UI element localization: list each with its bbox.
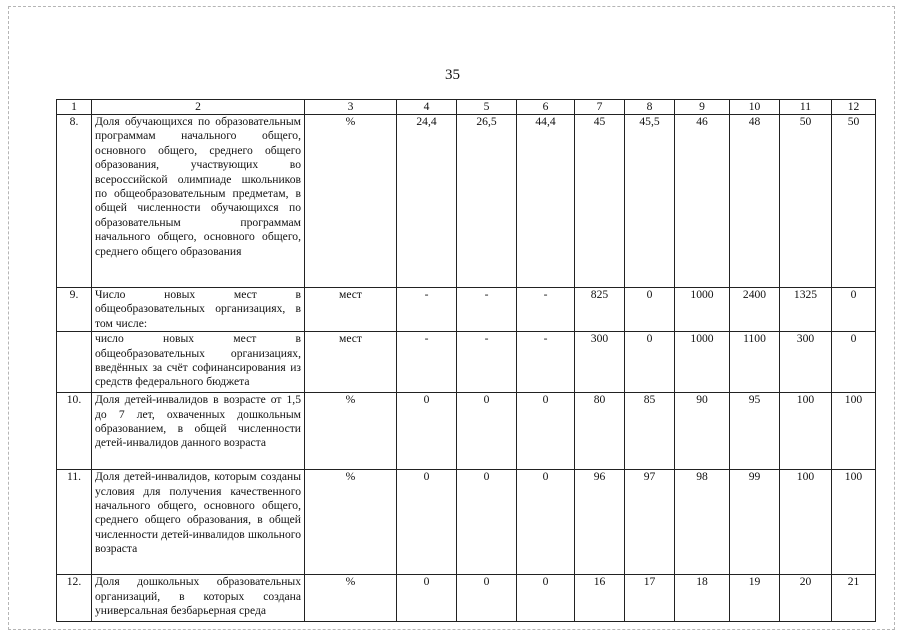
- value-cell: 825: [575, 288, 625, 332]
- value-cell: 26,5: [457, 115, 517, 288]
- row-number: [57, 332, 92, 393]
- header-cell: 6: [517, 100, 575, 115]
- value-cell: 80: [575, 393, 625, 470]
- value-cell: 44,4: [517, 115, 575, 288]
- value-cell: 18: [675, 575, 730, 622]
- unit-cell: %: [305, 470, 397, 575]
- value-cell: 0: [517, 470, 575, 575]
- value-cell: 1000: [675, 332, 730, 393]
- indicators-table: [56, 99, 876, 622]
- value-cell: 50: [780, 115, 832, 288]
- value-cell: 100: [780, 393, 832, 470]
- unit-cell: %: [305, 575, 397, 622]
- value-cell: 0: [457, 393, 517, 470]
- indicator-description: Доля дошкольных образовательных организаций, в которых создана универсальная безбарьерная среда: [92, 575, 305, 622]
- row-number: 9.: [57, 288, 92, 332]
- header-cell: 4: [397, 100, 457, 115]
- value-cell: 24,4: [397, 115, 457, 288]
- header-cell: 1: [57, 100, 92, 115]
- value-cell: 300: [780, 332, 832, 393]
- header-cell: 5: [457, 100, 517, 115]
- value-cell: 45: [575, 115, 625, 288]
- indicator-description: Доля обучающихся по образовательным программам начального общего, основного общего, среднего общего образования, участвующих во всероссийской олимпиаде школьников по общеобразовательным предметам, в общей численности обучающихся по образовательным программам начального общего, основного общего, среднего общего образования: [92, 115, 305, 288]
- table-row: [57, 470, 876, 575]
- value-cell: 0: [457, 470, 517, 575]
- header-cell: 11: [780, 100, 832, 115]
- value-cell: -: [397, 288, 457, 332]
- table-row: [57, 288, 876, 332]
- value-cell: 17: [625, 575, 675, 622]
- table-row: [57, 115, 876, 288]
- value-cell: 0: [397, 470, 457, 575]
- row-number: 8.: [57, 115, 92, 288]
- value-cell: 300: [575, 332, 625, 393]
- value-cell: 100: [780, 470, 832, 575]
- value-cell: 95: [730, 393, 780, 470]
- value-cell: -: [397, 332, 457, 393]
- header-cell: 10: [730, 100, 780, 115]
- value-cell: 85: [625, 393, 675, 470]
- value-cell: 20: [780, 575, 832, 622]
- header-cell: 3: [305, 100, 397, 115]
- table-row: [57, 575, 876, 622]
- value-cell: 96: [575, 470, 625, 575]
- value-cell: 2400: [730, 288, 780, 332]
- value-cell: 0: [832, 332, 876, 393]
- header-cell: 9: [675, 100, 730, 115]
- header-row: [57, 100, 876, 115]
- unit-cell: %: [305, 393, 397, 470]
- value-cell: 0: [625, 332, 675, 393]
- value-cell: 46: [675, 115, 730, 288]
- value-cell: 0: [517, 575, 575, 622]
- indicator-description: Доля детей-инвалидов, которым созданы условия для получения качественного начального общего, основного общего, среднего общего образования, в общей численности детей-инвалидов школьного возраста: [92, 470, 305, 575]
- value-cell: 48: [730, 115, 780, 288]
- row-number: 12.: [57, 575, 92, 622]
- value-cell: -: [517, 332, 575, 393]
- value-cell: 16: [575, 575, 625, 622]
- unit-cell: мест: [305, 332, 397, 393]
- page-number: 35: [445, 67, 460, 83]
- value-cell: 0: [397, 393, 457, 470]
- value-cell: 0: [625, 288, 675, 332]
- value-cell: 99: [730, 470, 780, 575]
- value-cell: 19: [730, 575, 780, 622]
- value-cell: 50: [832, 115, 876, 288]
- value-cell: 90: [675, 393, 730, 470]
- table-row: [57, 393, 876, 470]
- unit-cell: %: [305, 115, 397, 288]
- value-cell: 100: [832, 470, 876, 575]
- indicator-description: Доля детей-инвалидов в возрасте от 1,5 до 7 лет, охваченных дошкольным образованием, в общей численности детей-инвалидов данного возраста: [92, 393, 305, 470]
- value-cell: 45,5: [625, 115, 675, 288]
- value-cell: 0: [457, 575, 517, 622]
- value-cell: 1100: [730, 332, 780, 393]
- unit-cell: мест: [305, 288, 397, 332]
- value-cell: 1000: [675, 288, 730, 332]
- value-cell: -: [517, 288, 575, 332]
- header-cell: 12: [832, 100, 876, 115]
- indicator-description: Число новых мест в общеобразовательных организациях, в том числе:: [92, 288, 305, 332]
- header-cell: 8: [625, 100, 675, 115]
- value-cell: -: [457, 288, 517, 332]
- value-cell: 100: [832, 393, 876, 470]
- value-cell: 97: [625, 470, 675, 575]
- header-cell: 2: [92, 100, 305, 115]
- table-row: [57, 332, 876, 393]
- value-cell: 1325: [780, 288, 832, 332]
- value-cell: 0: [397, 575, 457, 622]
- indicator-description: число новых мест в общеобразовательных организациях, введённых за счёт софинансирования из средств федерального бюджета: [92, 332, 305, 393]
- value-cell: 0: [517, 393, 575, 470]
- value-cell: 98: [675, 470, 730, 575]
- header-cell: 7: [575, 100, 625, 115]
- value-cell: -: [457, 332, 517, 393]
- row-number: 11.: [57, 470, 92, 575]
- value-cell: 21: [832, 575, 876, 622]
- row-number: 10.: [57, 393, 92, 470]
- value-cell: 0: [832, 288, 876, 332]
